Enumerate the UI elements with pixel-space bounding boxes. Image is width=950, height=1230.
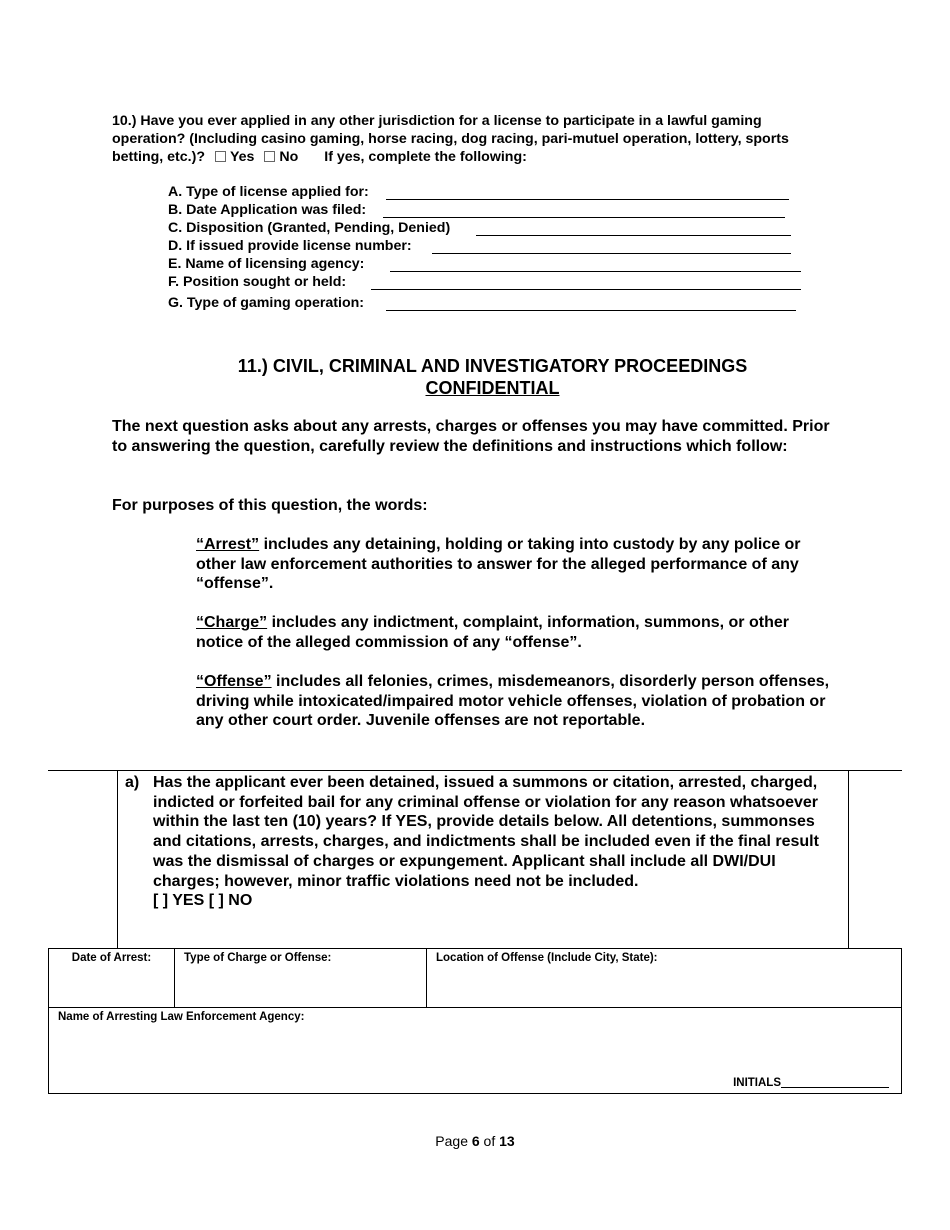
field-b-label: B. Date Application was filed:: [168, 202, 367, 218]
question-a-text: Has the applicant ever been detained, issued a summons or citation, arrested, charged, indicted or forfeited bail for any criminal offense or violation for any reason whatsoever within the last ten (10) years? If YES, provide details below. All detentions, summonses and citations, arrests, charges, and indictments shall be included even if the final result was the dismissal of charges or expungement. Applicant shall include all DWI/DUI charges; however, minor traffic violations need not be included.: [153, 774, 819, 890]
initials-line[interactable]: [781, 1087, 889, 1088]
term-offense: “Offense”: [196, 673, 272, 690]
term-charge: “Charge”: [196, 614, 268, 631]
yes-no-options[interactable]: [ ] YES [ ] NO: [153, 892, 253, 910]
field-a-label: A. Type of license applied for:: [168, 184, 369, 200]
definition-arrest-text: includes any detaining, holding or taking into custody by any police or other law enforcement authorities to answer for the alleged performance of any “offense”.: [196, 536, 801, 592]
page-of: of: [479, 1133, 500, 1149]
purposes-heading: For purposes of this question, the words:: [112, 497, 428, 514]
page-total: 13: [499, 1133, 515, 1149]
field-d-label: D. If issued provide license number:: [168, 238, 412, 254]
agency-cell[interactable]: [49, 1008, 902, 1094]
field-g-line[interactable]: [386, 310, 796, 311]
field-f-label: F. Position sought or held:: [168, 274, 347, 290]
field-e-line[interactable]: [390, 271, 801, 272]
page-number: 6: [471, 1133, 480, 1149]
definition-charge-text: includes any indictment, complaint, information, summons, or other notice of the alleged commission of any “offense”.: [196, 614, 789, 651]
question-a: [125, 773, 830, 911]
yes-checkbox[interactable]: [215, 151, 226, 162]
location-header: Location of Offense (Include City, State):: [436, 952, 658, 964]
field-d-line[interactable]: [432, 253, 791, 254]
initials-field: [733, 1077, 889, 1089]
field-c-line[interactable]: [476, 235, 791, 236]
section-11-subtitle: CONFIDENTIAL: [425, 378, 560, 398]
definition-offense: [196, 672, 831, 731]
type-of-charge-header: Type of Charge or Offense:: [184, 952, 332, 964]
initials-label: INITIALS: [733, 1077, 781, 1089]
yes-label: Yes: [229, 149, 255, 165]
term-arrest: “Arrest”: [196, 536, 260, 553]
section-11-title: 11.) CIVIL, CRIMINAL AND INVESTIGATORY PROCEEDINGS: [237, 356, 748, 376]
question-10-text: 10.) Have you ever applied in any other jurisdiction for a license to participate in a lawful gaming operation? (Including casino gaming, horse racing, dog racing, pari-mutuel operation, lottery, sports betting, etc.)?: [112, 113, 789, 165]
arrest-details-table: [48, 948, 902, 1094]
page-footer: [0, 1133, 950, 1149]
question-a-label: a): [125, 774, 140, 791]
no-checkbox[interactable]: [264, 151, 275, 162]
location-cell[interactable]: [427, 949, 902, 1008]
field-b-line[interactable]: [383, 217, 785, 218]
agency-header: Name of Arresting Law Enforcement Agency:: [58, 1011, 305, 1023]
question-10: [112, 112, 832, 166]
date-of-arrest-header: Date of Arrest:: [71, 952, 152, 964]
type-of-charge-cell[interactable]: [175, 949, 427, 1008]
section-11-intro: The next question asks about any arrests, charges or offenses you may have committed. Prior to answering the question, carefully review the definitions and instructions which follow:: [112, 418, 830, 455]
date-of-arrest-cell[interactable]: [49, 949, 175, 1008]
page-prefix: Page: [435, 1133, 472, 1149]
definition-charge: [196, 613, 831, 652]
field-f-line[interactable]: [371, 289, 801, 290]
no-label: No: [279, 149, 299, 165]
field-a-line[interactable]: [386, 199, 789, 200]
field-c-label: C. Disposition (Granted, Pending, Denied): [168, 220, 451, 236]
field-g-label: G. Type of gaming operation:: [168, 295, 364, 311]
definition-offense-text: includes all felonies, crimes, misdemeanors, disorderly person offenses, driving while intoxicated/impaired motor vehicle offenses, violation of probation or any other court order. Juvenile offenses are not reportable.: [196, 673, 830, 729]
field-e-label: E. Name of licensing agency:: [168, 256, 365, 272]
definition-arrest: [196, 535, 831, 594]
question-10-followup: If yes, complete the following:: [324, 149, 527, 165]
